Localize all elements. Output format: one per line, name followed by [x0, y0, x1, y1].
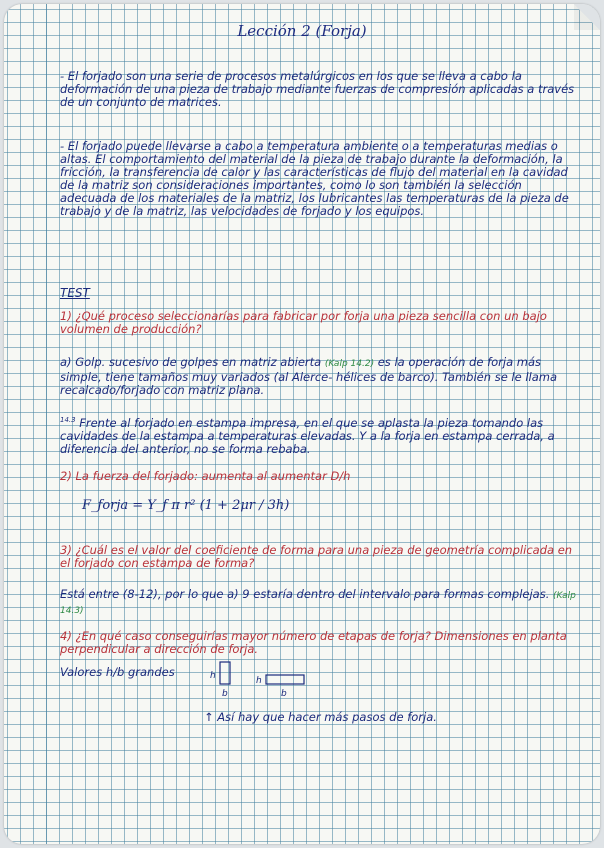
margin-line	[46, 4, 47, 844]
answer-1-ref: (Kalp 14.2)	[324, 359, 375, 369]
answer-1	[60, 356, 580, 397]
answer-3-main: Está entre (8-12), por lo que a) 9 estaría dentro del intervalo para formas complejas.	[60, 587, 550, 601]
notebook-page	[4, 4, 600, 844]
question-3: 3) ¿Cuál es el valor del coeficiente de forma para una pieza de geometría complicada en el forjado con estampa de forma?	[60, 543, 573, 570]
answer-4: Valores h/b grandes	[60, 665, 175, 679]
question-1: 1) ¿Qué proceso seleccionarías para fabricar por forja una pieza sencilla con un bajo volumen de producción?	[60, 309, 547, 336]
intro-paragraph-2: - El forjado puede llevarse a cabo a temperatura ambiente o a temperaturas medias o altas. El comportamiento del material de la pieza de trabajo durante la deformación, la fricción, la transferencia de calor y las características de flujo del material en la cavidad de la matriz son consideraciones importantes, como lo son también la selección adecuada de los materiales de la matriz, los lubricantes las temperaturas de la pieza de trabajo y de la matriz, las velocidades de forjado y los equipos.	[60, 139, 569, 218]
tall-block-shape	[220, 662, 230, 684]
diagram-label-b-2: b	[281, 689, 287, 699]
test-heading: TEST	[60, 286, 90, 300]
answer-1-b	[60, 414, 580, 456]
answer-3-ref: (Kalp 14.3)	[60, 591, 576, 616]
question-4: 4) ¿En qué caso conseguirías mayor número de etapas de forja? Dimensiones en planta perpendicular a dirección de forja.	[60, 629, 567, 656]
answer-1-main: a) Golp. sucesivo de golpes en matriz abierta	[60, 355, 322, 369]
answer-1-b-text: Frente al forjado en estampa impresa, en el que se aplasta la pieza tomando las cavidades de la estampa a temperaturas elevadas. Y a la forja en estampa cerrada, a diferencia del anterior, no se forma rebaba.	[60, 415, 555, 456]
diagram-label-b-1: b	[222, 689, 228, 699]
intro-paragraph-1: - El forjado son una serie de procesos metalúrgicos en los que se lleva a cabo la deformación de una pieza de trabajo mediante fuerzas de compresión aplicadas a través de un conjunto de matrices.	[60, 69, 575, 109]
answer-3	[60, 588, 580, 618]
page-title: Lección 2 (Forja)	[237, 22, 367, 40]
forging-shape-diagram	[196, 658, 316, 702]
diagram-label-h-2: h	[256, 676, 262, 686]
question-2: 2) La fuerza del forjado: aumenta al aumentar D/h	[60, 469, 351, 483]
forging-force-formula: F_forja = Y_f π r² (1 + 2μr / 3h)	[82, 498, 290, 513]
arrow-note: ↑ Así hay que hacer más pasos de forja.	[204, 710, 437, 724]
answer-1-rest: es la operación de forja más simple, tiene tamaños muy variados (al Alerce- hélices de barco). También se le llama recalcado/forjado con matriz plana.	[60, 355, 558, 397]
diagram-label-h-1: h	[210, 671, 216, 681]
answer-1-sup: 14.3	[60, 416, 76, 424]
flat-block-shape	[266, 675, 304, 684]
